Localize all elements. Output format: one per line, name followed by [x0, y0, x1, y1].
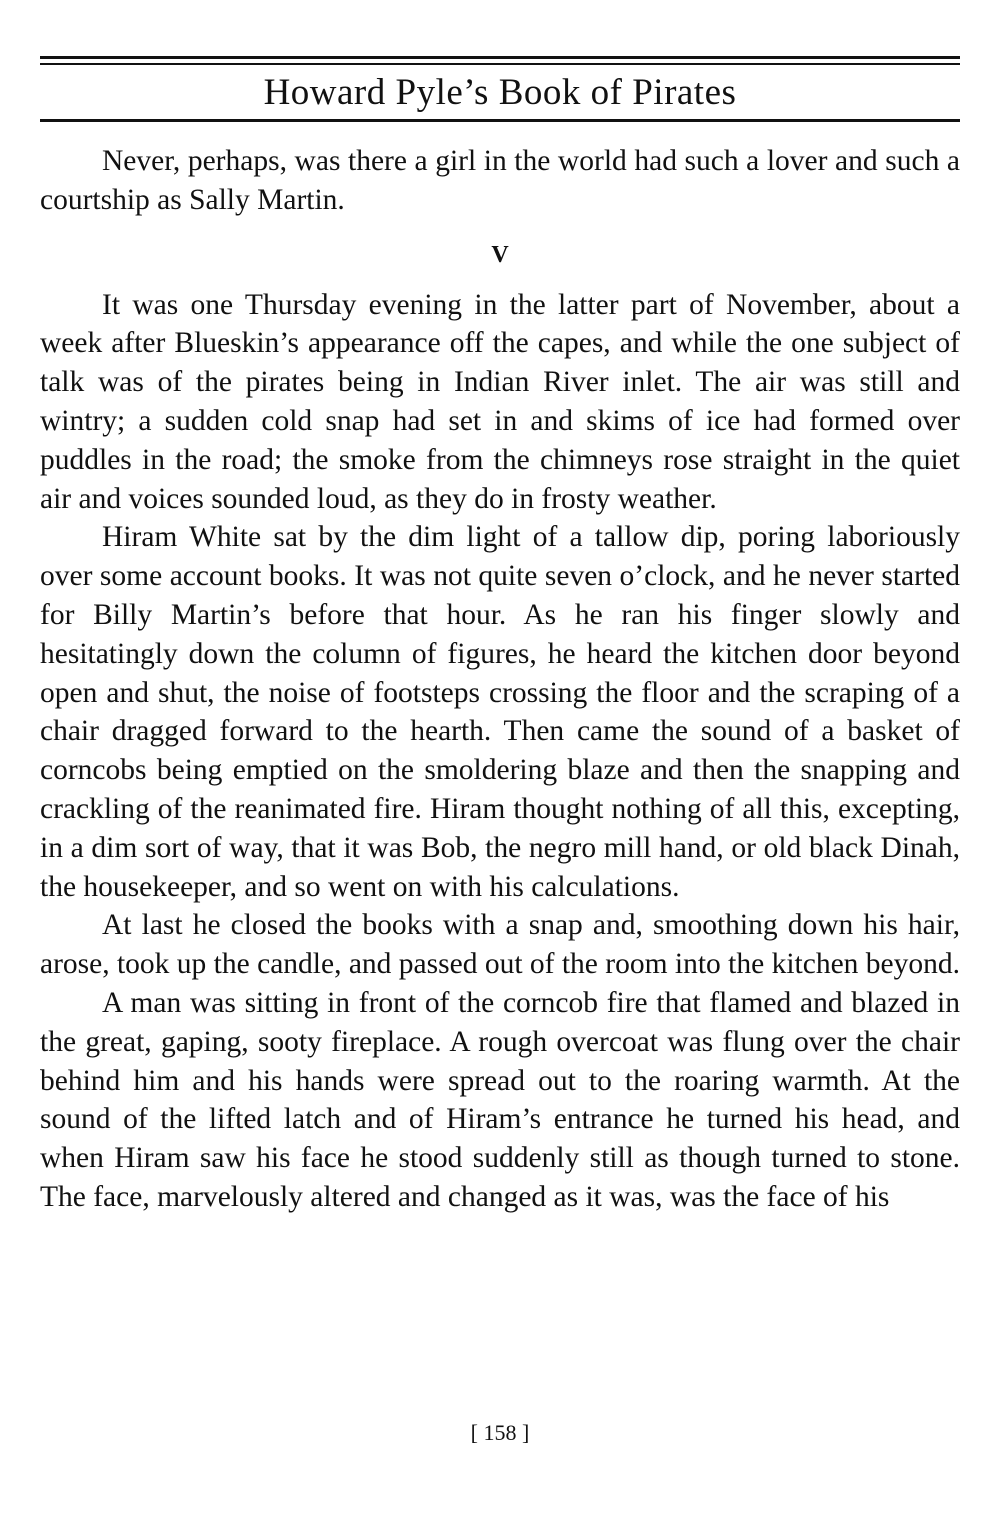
top-rule [40, 56, 960, 59]
book-page [40, 0, 960, 1540]
paragraph: Hiram White sat by the dim light of a tallow dip, poring laboriously over some account books. It was not quite seven o’clock, and he never started for Billy Martin’s before that hour. As he ran his finger slowly and hesitatingly down the column of figures, he heard the kitchen door beyond open and shut, the noise of footsteps crossing the floor and the scraping of a chair dragged forward to the hearth. Then came the sound of a basket of corncobs being emptied on the smoldering blaze and then the snapping and crackling of the reanimated fire. Hiram thought nothing of all this, excepting, in a dim sort of way, that it was Bob, the negro mill hand, or old black Dinah, the housekeeper, and so went on with his calculations. [40, 521, 960, 903]
paragraph: Never, perhaps, was there a girl in the world had such a lover and such a courtship as Sally Martin. [40, 145, 960, 216]
header-rule [40, 119, 960, 122]
paragraph: A man was sitting in front of the corncob fire that flamed and blazed in the great, gaping, sooty fireplace. A rough overcoat was flung over the chair behind him and his hands were spread out to the roaring warmth. At the sound of the lifted latch and of Hiram’s entrance he turned his head, and when Hiram saw his face he stood suddenly still as though turned to stone. The face, marvelously altered and changed as it was, was the face of his [40, 986, 960, 1213]
page-number: [ 158 ] [470, 1420, 530, 1445]
top-rule-thin [40, 63, 960, 65]
running-head: Howard Pyle’s Book of Pirates [263, 72, 737, 113]
body-text [40, 142, 960, 1217]
paragraph: At last he closed the books with a snap and, smoothing down his hair, arose, took up the candle, and passed out of the room into the kitchen beyond. [40, 909, 961, 981]
section-number: V [491, 241, 509, 268]
paragraph: It was one Thursday evening in the latter part of November, about a week after Blueskin’s appearance off the capes, and while the one subject of talk was of the pirates being in Indian River inlet. The air was still and wintry; a sudden cold snap had set in and skims of ice had formed over puddles in the road; the smoke from the chimneys rose straight in the quiet air and voices sounded loud, as they do in frosty weather. [40, 288, 960, 515]
